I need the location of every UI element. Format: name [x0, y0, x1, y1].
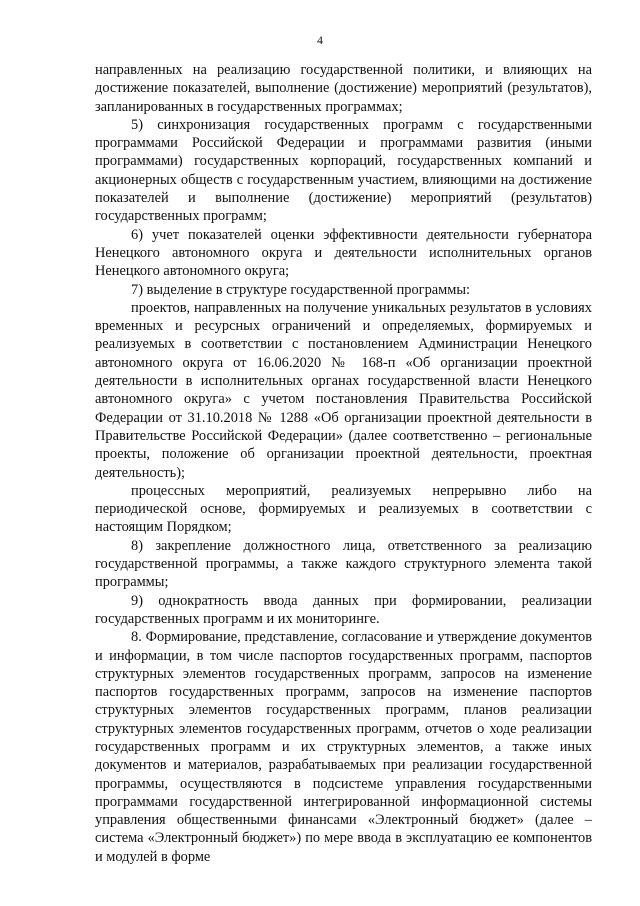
- paragraph-projects: проектов, направленных на получение уникальных результатов в условиях временных и ресурсных ограничений и определяемых, формируемых и реализуемых в соответствии с постановлением Администрации Ненецкого автономного округа от 16.06.2020 № 168-п «Об организации проектной деятельности в исполнительных органах государственной власти Ненецкого автономного округа» с учетом постановления Правительства Российской Федерации от 31.10.2018 № 1288 «Об организации проектной деятельности в Правительстве Российской Федерации» (далее соответственно – региональные проекты, положение об организации проектной деятельности, проектная деятельность);: [95, 299, 592, 481]
- document-body: [95, 61, 592, 866]
- paragraph-item-6: 6) учет показателей оценки эффективности деятельности губернатора Ненецкого автономного округа и деятельности исполнительных органов Ненецкого автономного округа;: [95, 226, 592, 280]
- paragraph-process-activities: процессных мероприятий, реализуемых непрерывно либо на периодической основе, формируемых и реализуемых в соответствии с настоящим Порядком;: [95, 482, 592, 536]
- page-number: 4: [317, 33, 323, 47]
- paragraph-item-5: 5) синхронизация государственных программ с государственными программами Российской Федерации и программами развития (иными программами) государственных корпораций, государственных компаний и акционерных обществ с государственным участием, влияющими на достижение показателей и выполнение (достижение) мероприятий (результатов) государственных программ;: [95, 116, 592, 225]
- paragraph-item-8: 8) закрепление должностного лица, ответственного за реализацию государственной программы, а также каждого структурного элемента такой программы;: [95, 537, 592, 591]
- paragraph-continuation: направленных на реализацию государственной политики, и влияющих на достижение показателей, выполнение (достижение) мероприятий (результатов), запланированных в государственных программах;: [95, 62, 592, 115]
- paragraph-section-8: 8. Формирование, представление, согласование и утверждение документов и информации, в том числе паспортов государственных программ, паспортов структурных элементов государственных программ, запросов на изменение паспортов государственных программ, запросов на изменение паспортов структурных элементов государственных программ, планов реализации структурных элементов государственных программ, отчетов о ходе реализации государственных программ и их структурных элементов, а также иных документов и материалов, разрабатываемых при реализации государственной программы, осуществляются в подсистеме управления государственными программами государственной интегрированной информационной системы управления общественными финансами «Электронный бюджет» (далее – система «Электронный бюджет») по мере ввода в эксплуатацию ее компонентов и модулей в форме: [95, 629, 592, 865]
- paragraph-item-9: 9) однократность ввода данных при формировании, реализации государственных программ и их мониторинге.: [95, 592, 592, 627]
- paragraph-item-7: 7) выделение в структуре государственной программы:: [131, 281, 471, 298]
